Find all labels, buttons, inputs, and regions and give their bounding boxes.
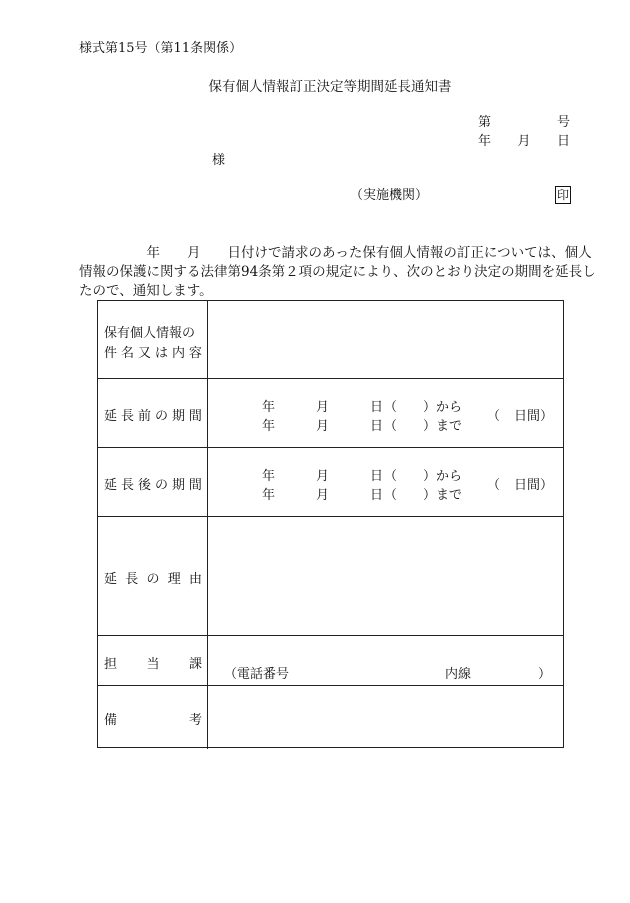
after-period-label: 延 長 後 の 期 間 [104,478,202,493]
before-period-from: 年 月 日 （ ） から [262,400,463,415]
body-line-1: 年 月 日付けで請求のあった保有個人情報の訂正については、個人 [79,245,592,261]
subject-label-line-1: 保有個人情報の [104,326,196,341]
before-period-days: （ 日間） [487,409,553,424]
after-period-days: （ 日間） [487,478,553,493]
subject-label-line-2: 件 名 又 は 内 容 [104,346,202,361]
number-suffix: 号 [556,115,570,130]
reason-value[interactable] [208,517,563,635]
row-remarks [98,686,563,749]
phone-number-label: （電話番号 [224,667,290,682]
row-department [98,636,563,686]
implementing-agency: （実施機関） [350,188,429,203]
row-reason [98,517,563,636]
before-period-value[interactable] [208,379,563,447]
row-period-after [98,448,563,517]
document-date [478,134,570,150]
extension-label: 内線 [445,667,472,682]
remarks-value[interactable] [208,686,563,749]
subject-value[interactable] [208,301,563,378]
phone-close: ） [538,667,552,682]
remarks-label: 備 考 [104,713,202,728]
document-number [478,115,570,131]
addressee: 様 [212,153,226,168]
after-period-to: 年 月 日 （ ） まで [262,488,463,503]
date-day: 日 [556,134,570,149]
after-period-from: 年 月 日 （ ） から [262,469,463,484]
department-value[interactable] [208,636,563,685]
form-number: 様式第15号（第11条関係） [79,41,243,56]
date-year: 年 [478,134,492,149]
document-title: 保有個人情報訂正決定等期間延長通知書 [208,79,452,95]
reason-label: 延 長 の 理 由 [104,572,202,587]
department-label: 担 当 課 [104,657,202,672]
body-line-3: たので、通知します。 [79,283,213,299]
notice-body [79,244,596,301]
row-subject [98,301,563,379]
before-period-to: 年 月 日 （ ） まで [262,419,463,434]
date-month: 月 [517,134,531,149]
row-period-before [98,379,563,448]
body-line-2: 情報の保護に関する法律第94条第２項の規定により、次のとおり決定の期間を延長し [79,264,596,280]
seal-mark: 印 [555,186,571,204]
number-prefix: 第 [478,115,492,130]
before-period-label: 延 長 前 の 期 間 [104,409,202,424]
extension-form-table [97,300,564,748]
after-period-value[interactable] [208,448,563,516]
